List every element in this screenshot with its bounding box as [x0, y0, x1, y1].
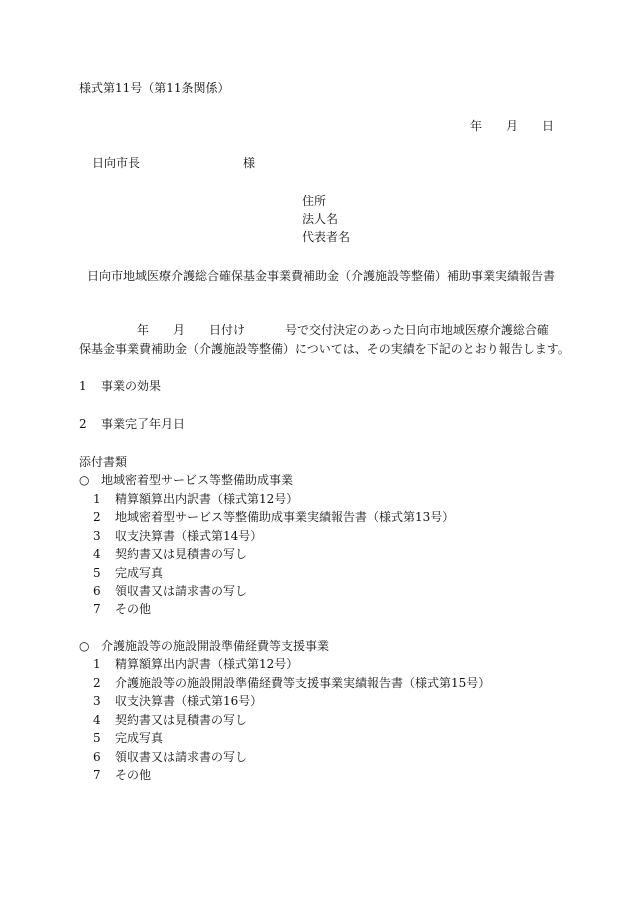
body-issue-suffix: 号で交付決定のあった日向市地域医療介護総合確 — [285, 323, 549, 337]
list-item: 5 完成写真 — [93, 566, 164, 580]
date-line — [470, 120, 554, 132]
section-label: 事業完了年月日 — [101, 417, 186, 431]
list-item: 6 領収書又は請求書の写し — [93, 750, 248, 764]
section-number: 2 — [79, 417, 87, 431]
body-line-2: 保基金事業費補助金（介護施設等整備）については、その実績を下記のとおり報告します。 — [79, 342, 570, 356]
list-item: 7 その他 — [93, 602, 152, 616]
list-item: 3 収支決算書（様式第16号） — [93, 694, 263, 708]
list-item: 3 収支決算書（様式第14号） — [93, 529, 263, 543]
list-item: 6 領収書又は請求書の写し — [93, 584, 248, 598]
circle-bullet-icon: ○ — [79, 473, 90, 487]
date-day: 日 — [542, 119, 555, 133]
body-day-suffix: 日付け — [209, 323, 246, 337]
attachment-group-title: ○ 地域密着型サービス等整備助成事業 — [79, 473, 294, 487]
attachments-heading: 添付書類 — [79, 455, 128, 469]
document-title: 日向市地域医療介護総合確保基金事業費補助金（介護施設等整備）補助事業実績報告書 — [87, 269, 556, 283]
list-item: 7 その他 — [93, 768, 152, 782]
list-item: 5 完成写真 — [93, 731, 164, 745]
list-item: 4 契約書又は見積書の写し — [93, 547, 248, 561]
list-item: 1 精算額算出内訳書（様式第12号） — [93, 492, 299, 506]
date-year: 年 — [470, 119, 483, 133]
representative-label: 代表者名 — [302, 230, 351, 244]
section-completion-date — [79, 418, 185, 430]
circle-bullet-icon: ○ — [79, 639, 90, 653]
section-effect — [79, 380, 161, 392]
section-label: 事業の効果 — [101, 379, 162, 393]
list-item: 4 契約書又は見積書の写し — [93, 713, 248, 727]
attachment-group-title: ○ 介護施設等の施設開設準備経費等支援事業 — [79, 639, 330, 653]
list-item: 2 地域密着型サービス等整備助成事業実績報告書（様式第13号） — [93, 510, 455, 524]
body-year: 年 — [137, 323, 150, 337]
body-month: 月 — [173, 323, 186, 337]
address-label: 住所 — [302, 194, 327, 208]
body-line-1 — [137, 324, 549, 336]
addressee-name: 日向市長 — [92, 156, 141, 170]
date-month: 月 — [506, 119, 519, 133]
corporation-name-label: 法人名 — [302, 212, 339, 226]
form-number-label: 様式第11号（第11条関係） — [79, 81, 230, 95]
addressee-honorific: 様 — [243, 156, 256, 170]
section-number: 1 — [79, 379, 87, 393]
list-item: 1 精算額算出内訳書（様式第12号） — [93, 657, 299, 671]
list-item: 2 介護施設等の施設開設準備経費等支援事業実績報告書（様式第15号） — [93, 676, 491, 690]
